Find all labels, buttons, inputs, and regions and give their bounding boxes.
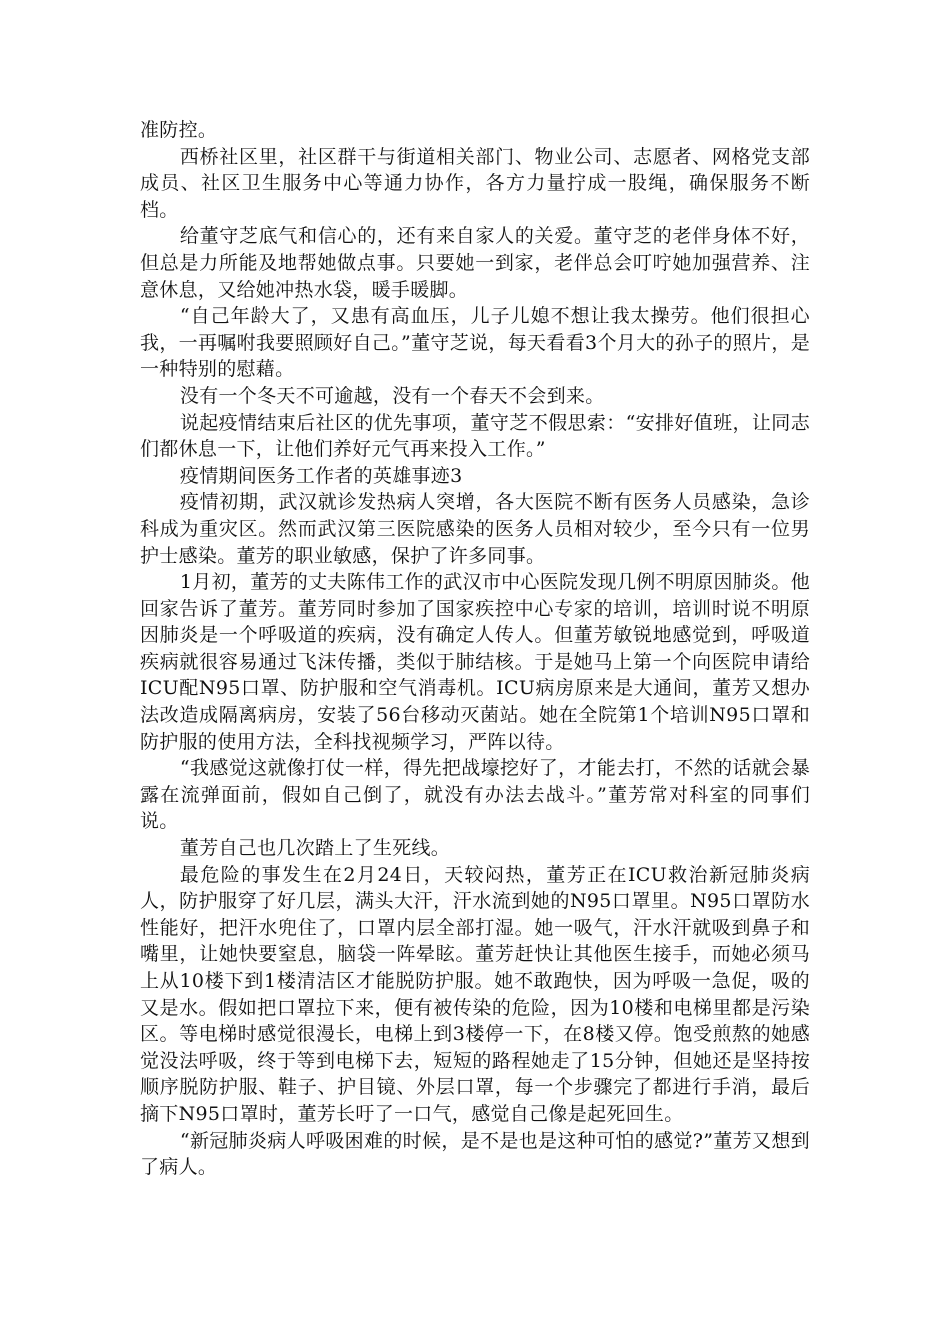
paragraph: 西桥社区里，社区群干与街道相关部门、物业公司、志愿者、网格党支部成员、社区卫生服务中心等通力协作，各方力量拧成一股绳，确保服务不断档。: [140, 145, 810, 221]
paragraph: 准防控。: [140, 119, 218, 141]
paragraph: 最危险的事发生在2月24日，天较闷热，董芳正在ICU救治新冠肺炎病人，防护服穿了好几层，满头大汗，汗水流到她的N95口罩里。N95口罩防水性能好，把汗水兜住了，口罩内层全部打湿。她一吸气，汗水汗就吸到鼻子和嘴里，让她快要窒息，脑袋一阵晕眩。董芳赶快让其他医生接手，而她必须马上从10楼下到1楼清洁区才能脱防护服。她不敢跑快，因为呼吸一急促，吸的又是水。假如把口罩拉下来，便有被传染的危险，因为10楼和电梯里都是污染区。等电梯时感觉很漫长，电梯上到3楼停一下，在8楼又停。饱受煎熬的她感觉没法呼吸，终于等到电梯下去，短短的路程她走了15分钟，但她还是坚持按顺序脱防护服、鞋子、护目镜、外层口罩，每一个步骤完了都进行手消，最后摘下N95口罩时，董芳长吁了一口气，感觉自己像是起死回生。: [140, 863, 810, 1125]
paragraph: 给董守芝底气和信心的，还有来自家人的关爱。董守芝的老伴身体不好，但总是力所能及地帮她做点事。只要她一到家，老伴总会叮咛她加强营养、注意休息，又给她冲热水袋，暖手暖脚。: [140, 225, 810, 301]
paragraph: 1月初，董芳的丈夫陈伟工作的武汉市中心医院发现几例不明原因肺炎。他回家告诉了董芳。董芳同时参加了国家疾控中心专家的培训，培训时说不明原因肺炎是一个呼吸道的疾病，没有确定人传人。但董芳敏锐地感觉到，呼吸道疾病就很容易通过飞沫传播，类似于肺结核。于是她马上第一个向医院申请给ICU配N95口罩、防护服和空气消毒机。ICU病房原来是大通间，董芳又想办法改造成隔离病房，安装了56台移动灭菌站。她在全院第1个培训N95口罩和防护服的使用方法，全科找视频学习，严阵以待。: [140, 571, 810, 753]
paragraph: 董芳自己也几次踏上了生死线。: [179, 837, 451, 860]
section-heading: 疫情期间医务工作者的英雄事迹3: [179, 464, 463, 487]
paragraph: “我感觉这就像打仗一样，得先把战壕挖好了，才能去打，不然的话就会暴露在流弹面前，假如自己倒了，就没有办法去战斗。”董芳常对科室的同事们说。: [140, 757, 810, 833]
paragraph: “自己年龄大了，又患有高血压，儿子儿媳不想让我太操劳。他们很担心我，一再嘱咐我要照顾好自己。”董守芝说，每天看看3个月大的孙子的照片，是一种特别的慰藉。: [140, 305, 810, 381]
paragraph: 疫情初期，武汉就诊发热病人突增，各大医院不断有医务人员感染，急诊科成为重灾区。然而武汉第三医院感染的医务人员相对较少，至今只有一位男护士感染。董芳的职业敏感，保护了许多同事。: [140, 491, 810, 567]
paragraph: 说起疫情结束后社区的优先事项，董守芝不假思索：“安排好值班，让同志们都休息一下，让他们养好元气再来投入工作。”: [140, 411, 810, 461]
paragraph: “新冠肺炎病人呼吸困难的时候，是不是也是这种可怕的感觉?”董芳又想到了病人。: [140, 1129, 810, 1179]
paragraph: 没有一个冬天不可逾越，没有一个春天不会到来。: [179, 384, 605, 407]
document-body: [140, 117, 810, 1181]
